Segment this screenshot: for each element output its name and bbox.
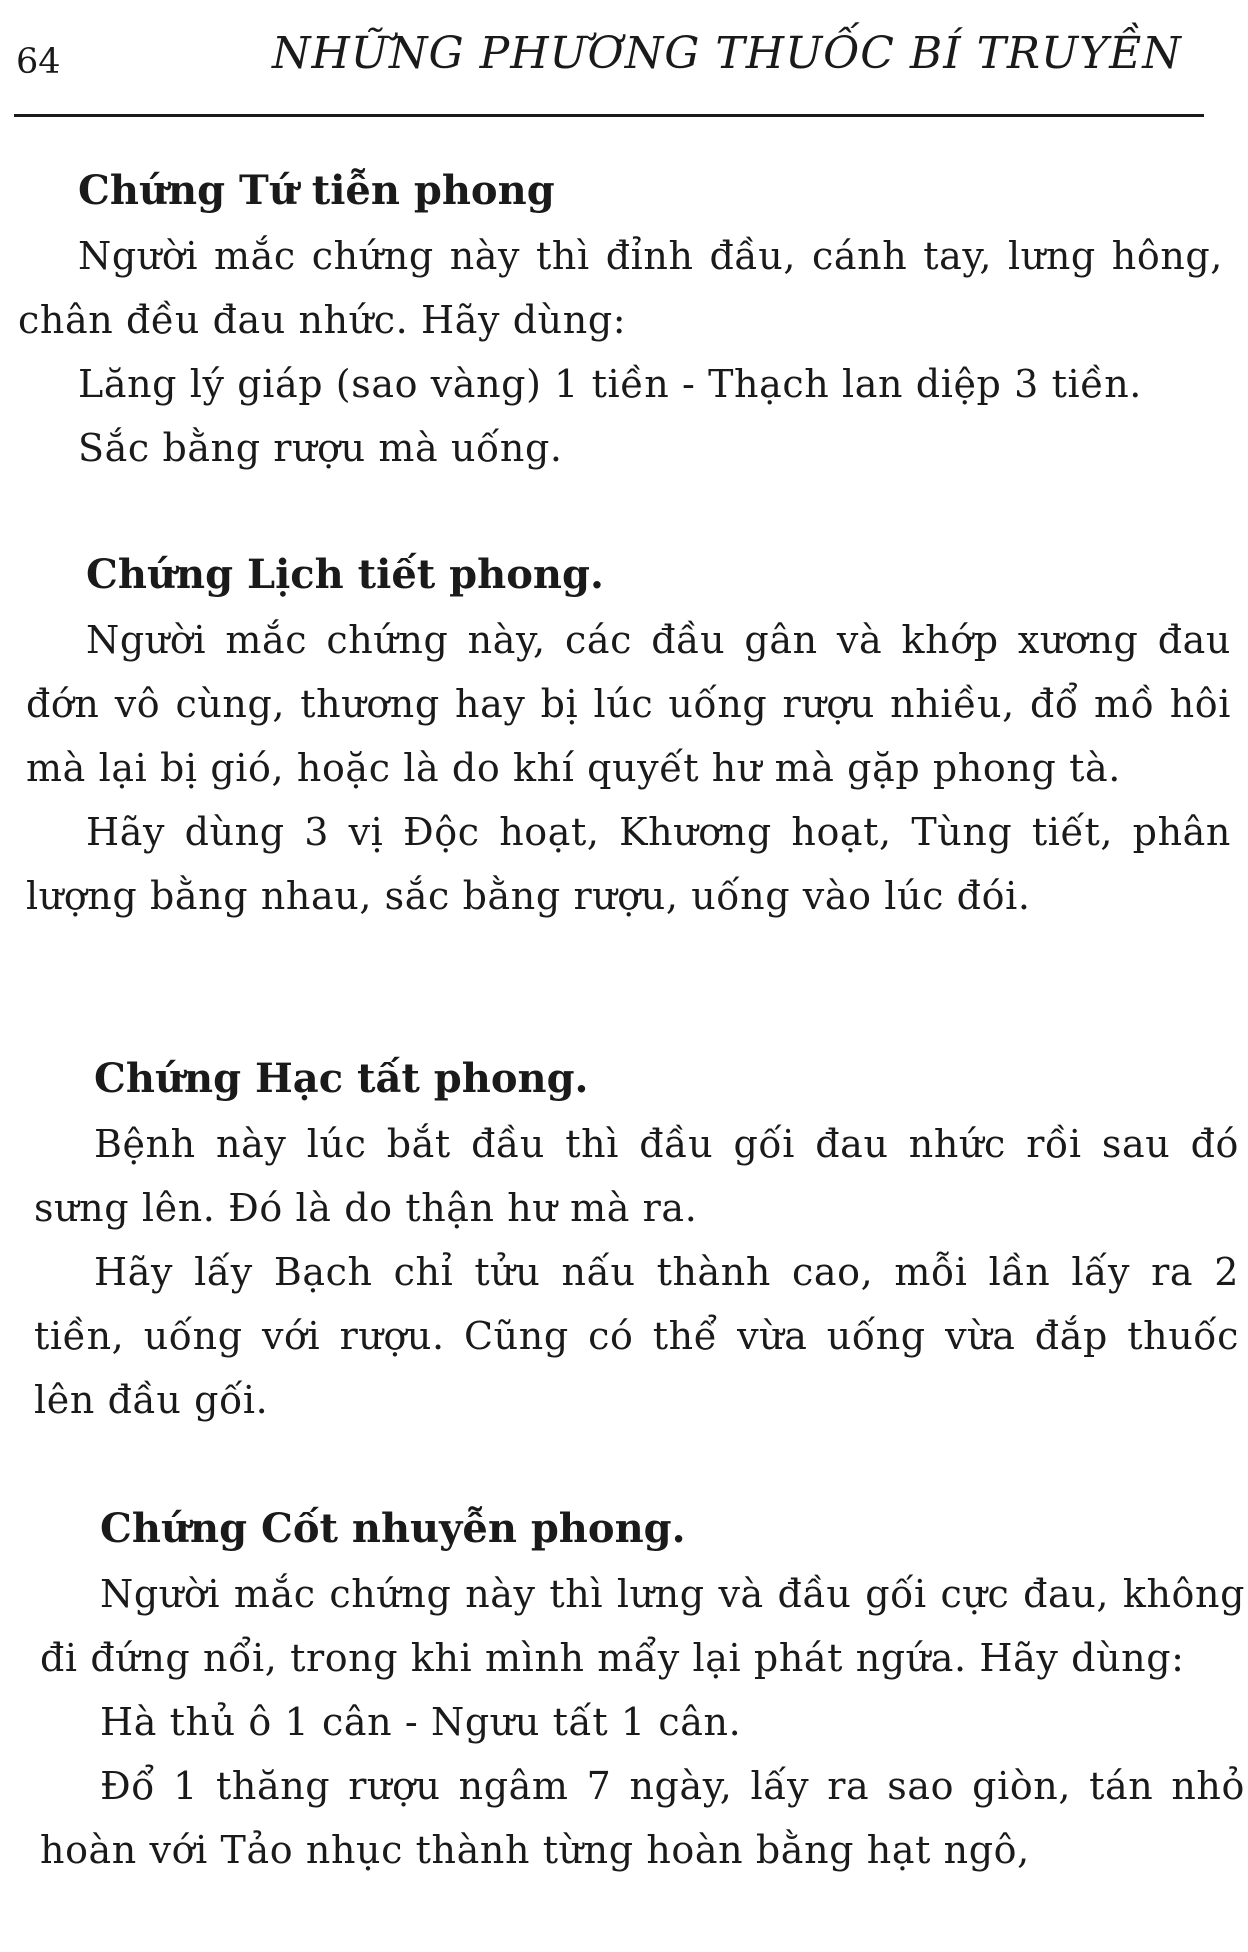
paragraph: Sắc bằng rượu mà uống. — [78, 426, 563, 470]
paragraph: Hãy dùng 3 vị Độc hoạt, Khương hoạt, Tùng tiết, phân lượng bằng nhau, sắc bằng rượu, uống vào lúc đói. — [26, 810, 1231, 918]
section-heading: Chứng Tứ tiễn phong — [78, 167, 555, 214]
paragraph: Hà thủ ô 1 cân - Ngưu tất 1 cân. — [100, 1700, 742, 1744]
section-tu-tien-phong — [18, 160, 1223, 480]
page-header — [14, 22, 1204, 112]
section-heading: Chứng Lịch tiết phong. — [86, 551, 604, 598]
header-rule — [14, 114, 1204, 117]
paragraph: Bệnh này lúc bắt đầu thì đầu gối đau nhức rồi sau đó sưng lên. Đó là do thận hư mà ra. — [34, 1122, 1239, 1230]
paragraph: Hãy lấy Bạch chỉ tửu nấu thành cao, mỗi lần lấy ra 2 tiền, uống với rượu. Cũng có thể vừa uống vừa đắp thuốc lên đầu gối. — [34, 1250, 1239, 1422]
section-cot-nhuyen-phong — [40, 1498, 1245, 1882]
paragraph: Đổ 1 thăng rượu ngâm 7 ngày, lấy ra sao giòn, tán nhỏ hoàn với Tảo nhục thành từng hoàn bằng hạt ngô, — [40, 1764, 1245, 1872]
page-number: 64 — [16, 42, 61, 82]
section-heading: Chứng Cốt nhuyễn phong. — [100, 1505, 686, 1552]
paragraph: Người mắc chứng này thì lưng và đầu gối cực đau, không đi đứng nổi, trong khi mình mẩy lại phát ngứa. Hãy dùng: — [40, 1572, 1245, 1680]
paragraph: Người mắc chứng này thì đỉnh đầu, cánh tay, lưng hông, chân đều đau nhức. Hãy dùng: — [18, 234, 1223, 342]
paragraph: Lăng lý giáp (sao vàng) 1 tiền - Thạch lan diệp 3 tiền. — [78, 362, 1142, 406]
paragraph: Người mắc chứng này, các đầu gân và khớp xương đau đớn vô cùng, thương hay bị lúc uống rượu nhiều, đổ mồ hôi mà lại bị gió, hoặc là do khí quyết hư mà gặp phong tà. — [26, 618, 1231, 790]
section-hac-tat-phong — [34, 1048, 1239, 1432]
section-heading: Chứng Hạc tất phong. — [94, 1055, 589, 1102]
running-title: NHỮNG PHƯƠNG THUỐC BÍ TRUYỀN — [272, 28, 1182, 79]
section-lich-tiet-phong — [26, 544, 1231, 928]
